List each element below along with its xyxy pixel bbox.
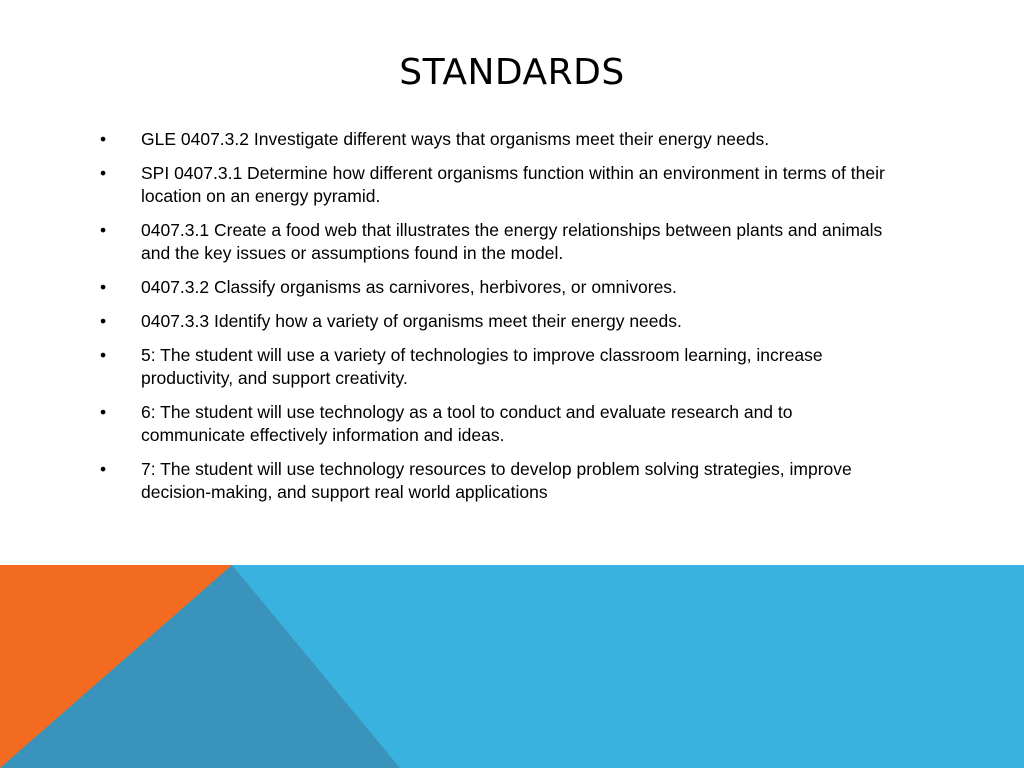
list-item [100,401,900,447]
standards-list [100,128,900,515]
bullet-icon: • [100,345,107,365]
list-item-text: GLE 0407.3.2 Investigate different ways that organisms meet their energy needs. [141,129,770,149]
list-item [100,128,900,151]
bullet-icon: • [100,220,107,240]
list-item-text: 0407.3.1 Create a food web that illustrates the energy relationships between plants and animals and the key issues or assumptions found in the model. [141,220,883,263]
list-item-text: 6: The student will use technology as a tool to conduct and evaluate research and to communicate effectively information and ideas. [141,402,793,445]
list-item-text: 0407.3.2 Classify organisms as carnivores, herbivores, or omnivores. [141,277,677,297]
list-item-text: SPI 0407.3.1 Determine how different organisms function within an environment in terms of their location on an energy pyramid. [141,163,885,206]
list-item [100,344,900,390]
bullet-icon: • [100,129,107,149]
slide-title: STANDARDS [399,52,625,93]
list-item [100,458,900,504]
list-item [100,310,900,333]
bullet-icon: • [100,277,107,297]
list-item [100,219,900,265]
bullet-icon: • [100,311,107,331]
bullet-icon: • [100,163,107,183]
bullet-icon: • [100,402,107,422]
list-item-text: 7: The student will use technology resources to develop problem solving strategies, improve decision-making, and support real world applications [141,459,852,502]
list-item [100,276,900,299]
decorative-banner [0,565,1024,768]
list-item [100,162,900,208]
list-item-text: 0407.3.3 Identify how a variety of organisms meet their energy needs. [141,311,682,331]
bullet-icon: • [100,459,107,479]
list-item-text: 5: The student will use a variety of technologies to improve classroom learning, increase productivity, and support creativity. [141,345,823,388]
